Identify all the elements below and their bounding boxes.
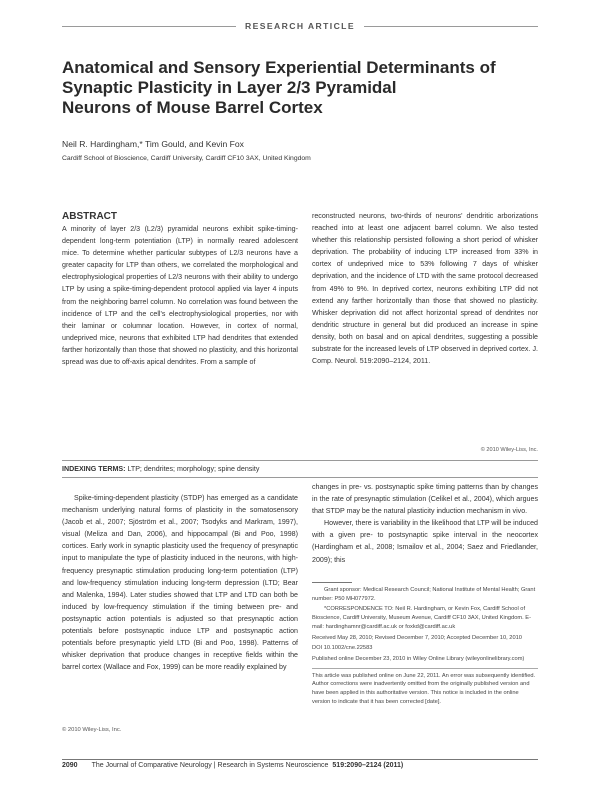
title-line: Synaptic Plasticity in Layer 2/3 Pyramidal: [62, 78, 397, 97]
body-text-right: [312, 481, 538, 566]
abstract-text-right: reconstructed neurons, two-thirds of neurons' dendritic arborizations reached into at least one adjacent barrel column. We also tested whether this relationship persisted following a short period of whisker deprivation. The probability of inducing LTP increased from 33% in cortex of undeprived mice to 53% following 7 days of whisker deprivation, and the incidence of LTD with the same protocol decreased from 49% to 9%. In deprived cortex, neurons exhibiting LTP did not extend any farther horizontally than those that showed no plasticity. Whisker deprivation did not affect horizontal spread of dendrites nor dendritic structure in general but did produced an increase in spine density, both on basal and on apical dendrites, suggesting a possible substrate for the increased levels of LTP observed in deprived cortex. J. Comp. Neurol. 519:2090–2124, 2011.: [312, 212, 538, 366]
title-line: Neurons of Mouse Barrel Cortex: [62, 98, 323, 117]
affiliation: Cardiff School of Bioscience, Cardiff University, Cardiff CF10 3AX, United Kingdom: [62, 155, 311, 162]
indexing-terms-list: LTP; dendrites; morphology; spine density: [127, 465, 260, 473]
body-paragraph: However, there is variability in the likelihood that LTP will be induced with a given pre- to postsynaptic spike interval in the neocortex (Hardingham et al., 2008; Ismailov et al., 2004; Saez and Friedlander, 2009); this: [312, 519, 538, 564]
footer-rule: [62, 759, 538, 760]
correspondence-note: *CORRESPONDENCE TO: Neil R. Hardingham, or Kevin Fox, Cardiff School of Bioscience, Cardiff University, Museum Avenue, Cardiff CF10 3AX, United Kingdom. E-mail: hardinghamnr@cardiff.ac.uk or foxkd@cardiff.ac.uk: [312, 606, 531, 630]
abstract-copyright: © 2010 Wiley-Liss, Inc.: [480, 447, 538, 453]
body-text-left: Spike-timing-dependent plasticity (STDP) has emerged as a candidate mechanism underlying natural forms of plasticity in the somatosensory (Jacob et al., 2007; Sjöström et al., 2007; Tsodyks and Markram, 1997), visual (Meliza and Dan, 2006), and hippocampal (Bi and Poo, 1998) cortices. Early work in synaptic plasticity used the frequency of presynaptic input to manipulate the type of plasticity induced in the neurons, with high-frequency presynaptic stimulation producing long-term potentiation (LTP) and low-frequency stimulation inducing long-term depression (LTD; Bear and Malenka, 1994). Later studies showed that LTP and LTD can both be induced by low-frequency stimulation if the timing between pre- and postsynaptic action potentials is adjusted so that presynaptic action potentials before postsynaptic induce LTP and postsynaptic action potentials before presynaptic yield LTD (Bi and Poo, 1998). Patterns of whisker deprivation that produce changes in receptive fields within the barrel cortex (Wallace and Fox, 1999) can be more readily explained by: [62, 494, 298, 672]
footnotes: [312, 586, 538, 708]
index-rule-top: [62, 460, 538, 461]
footnote-rule: [312, 582, 352, 583]
body-paragraph: changes in pre- vs. postsynaptic spike timing patterns than by changes in the rate of presynaptic stimulation (Celikel et al., 2004), which argues that STDP may be the natural plasticity induction mechanism in vivo.: [312, 483, 538, 516]
section-label: RESEARCH ARTICLE: [236, 15, 364, 37]
erratum-note: This article was published online on June 22, 2011. An error was subsequently identified. Author corrections were inadvertently omitted from the originally published version and have been applied in this authoritative version. This notice is included in the online version to indicate that it has been corrected [date].: [312, 672, 536, 705]
page-footer: [62, 762, 538, 769]
journal-name: The Journal of Comparative Neurology | Research in Systems Neuroscience: [91, 762, 329, 769]
volume-range: 519:2090–2124 (2011): [332, 762, 404, 769]
indexing-terms: [62, 465, 259, 473]
body-copyright: © 2010 Wiley-Liss, Inc.: [62, 727, 122, 733]
page-number: 2090: [62, 762, 78, 769]
dates-note: Received May 28, 2010; Revised December 7, 2010; Accepted December 10, 2010: [312, 634, 522, 641]
article-title: [62, 58, 502, 118]
published-note: Published online December 23, 2010 in Wiley Online Library (wileyonlinelibrary.com): [312, 655, 525, 662]
author-list: Neil R. Hardingham,* Tim Gould, and Kevin Fox: [62, 139, 244, 149]
indexing-terms-label: INDEXING TERMS:: [62, 465, 126, 473]
footnote-separator: [312, 668, 538, 669]
index-rule-bottom: [62, 477, 538, 478]
grant-note: Grant sponsor: Medical Research Council; National Institute of Mental Health; Grant number: P50 MH077972.: [312, 587, 536, 602]
abstract-text-left: A minority of layer 2/3 (L2/3) pyramidal neurons exhibit spike-timing-dependent long-term potentiation (LTP) in normally reared adolescent mice. To determine whether particular subtypes of L2/3 neurons have a greater capacity for LTP than others, we correlated the morphological and electrophysiological properties of L2/3 neurons with their ability to undergo LTP by using a spike-timing-dependent protocol applied via layer 4 inputs from the neighboring barrel column. No correlation was found between the incidence of LTP and the cell's electrophysiological properties, nor with their laminar or columnar location. However, in cortex of normal, undeprived mice, neurons that exhibited LTP had dendrites that extended farther horizontally than those that showed no plasticity, and this horizontal spread was due to off-axis apical dendrites. From a sample of: [62, 225, 298, 367]
title-line: Anatomical and Sensory Experiential Determinants of: [62, 58, 496, 77]
abstract-heading: ABSTRACT: [62, 211, 117, 222]
doi-note: DOI 10.1002/cne.22583: [312, 645, 373, 652]
